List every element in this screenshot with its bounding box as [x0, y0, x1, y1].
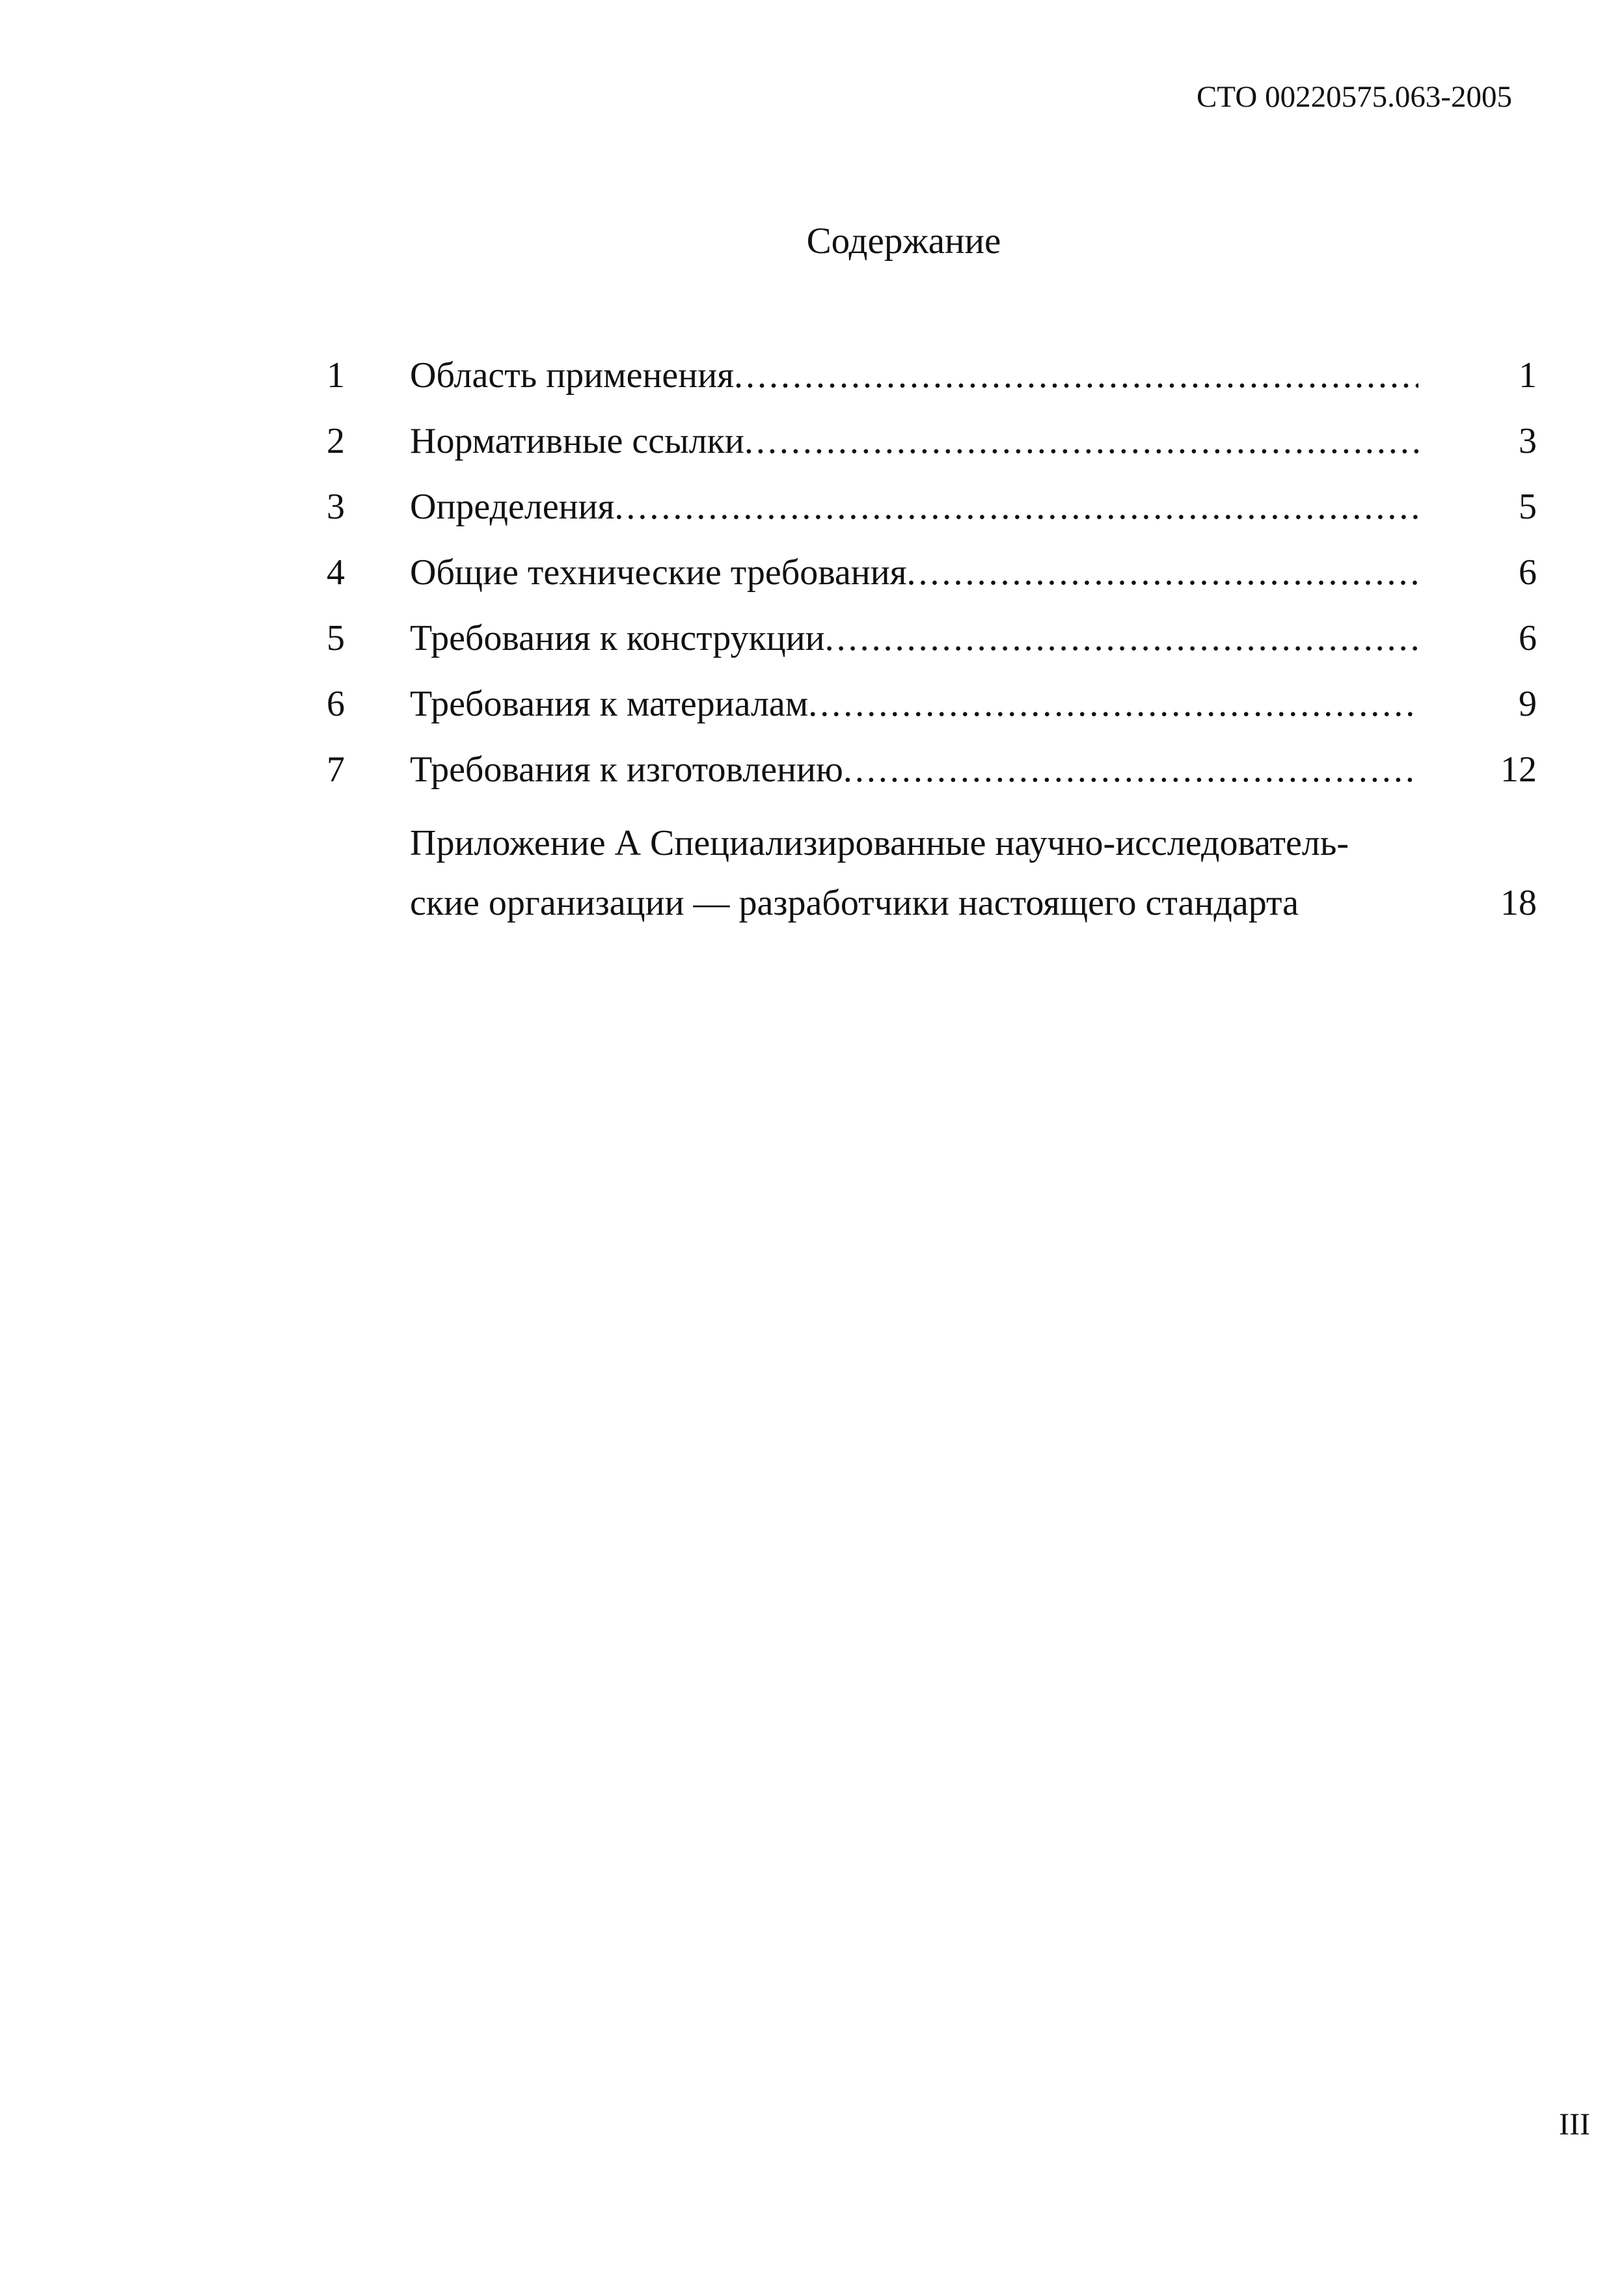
toc-entry	[0, 749, 1624, 815]
toc-appendix-entry	[410, 813, 1457, 933]
appendix-title-line-1: Приложение А Специализированные научно-исследователь-	[410, 823, 1349, 863]
toc-entry	[0, 617, 1624, 683]
toc-entry-page: 9	[1519, 684, 1537, 724]
toc-entry-number: 3	[327, 487, 345, 527]
toc-entry-title: Требования к конструкции .....	[410, 617, 1418, 659]
toc-entry-page: 12	[1500, 749, 1537, 790]
toc-entry-page: 6	[1519, 618, 1537, 658]
toc-entry	[0, 420, 1624, 486]
toc-entry-title: Общие технические требования .....	[410, 552, 1418, 593]
toc-entry-title: Определения .....	[410, 486, 1418, 528]
appendix-title-line-2: ские организации — разработчики настоящего стандарта	[410, 883, 1299, 923]
toc-entry-page: 3	[1519, 421, 1537, 461]
toc-entry	[0, 355, 1624, 420]
toc-entry-page: 6	[1519, 552, 1537, 593]
toc-entry	[0, 683, 1624, 749]
toc-entry-number: 5	[327, 618, 345, 658]
toc-entry	[0, 486, 1624, 552]
page-number: III	[1559, 2107, 1590, 2142]
toc-entry-title: Область применения .....	[410, 355, 1418, 396]
toc-title: Содержание	[806, 221, 1001, 262]
document-code: СТО 00220575.063-2005	[1196, 80, 1512, 114]
toc-entry-number: 1	[327, 355, 345, 396]
toc-entry-number: 4	[327, 552, 345, 593]
toc-entry-page: 1	[1519, 355, 1537, 396]
toc-entry-number: 6	[327, 684, 345, 724]
toc-entry-title: Нормативные ссылки .....	[410, 420, 1418, 462]
toc-entry-title: Требования к материалам .....	[410, 683, 1418, 725]
toc-entry-title: Требования к изготовлению .....	[410, 749, 1418, 790]
toc-entry	[0, 552, 1624, 617]
toc-entry-page: 5	[1519, 487, 1537, 527]
appendix-page: 18	[1500, 883, 1537, 923]
toc-entry-number: 2	[327, 421, 345, 461]
toc-entry-number: 7	[327, 749, 345, 790]
table-of-contents	[0, 355, 1624, 815]
